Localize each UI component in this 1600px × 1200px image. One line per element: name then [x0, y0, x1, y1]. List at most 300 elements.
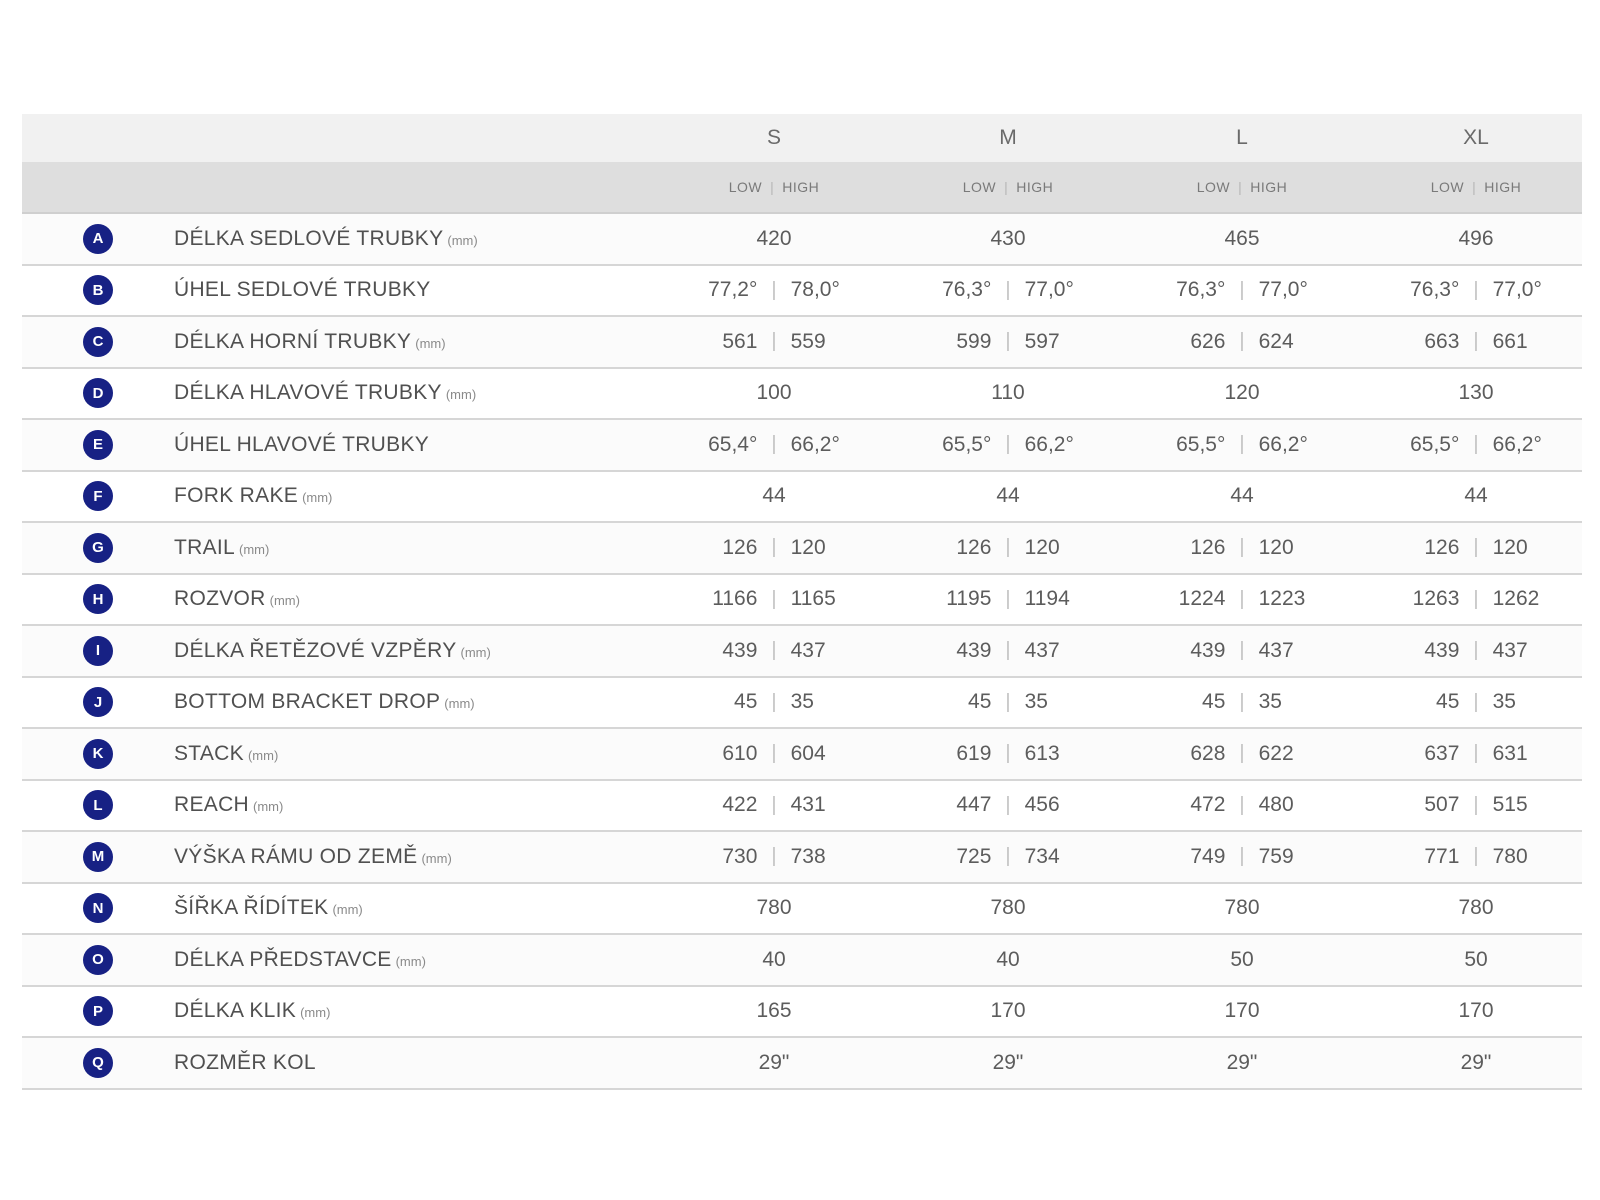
value-cell-l — [1125, 639, 1359, 663]
value-cell-l — [1125, 536, 1359, 560]
value-cell-s — [657, 639, 891, 663]
value-cell-xl — [1359, 793, 1593, 817]
table-row — [22, 266, 1582, 318]
value-cell-l — [1125, 690, 1359, 714]
value-separator: | — [1473, 587, 1479, 610]
low-value: 610 — [722, 741, 758, 765]
value-separator: | — [1239, 742, 1245, 765]
high-value: 35 — [1024, 690, 1048, 714]
value-cell-s — [657, 999, 891, 1023]
high-value: 559 — [790, 329, 826, 353]
unit-label: (mm) — [460, 644, 491, 660]
single-value: 496 — [1458, 226, 1494, 250]
letter-badge: K — [83, 739, 113, 769]
low-value: 126 — [1424, 535, 1460, 559]
value-separator: | — [1473, 793, 1479, 816]
high-value: 738 — [790, 844, 826, 868]
parameter-name: DÉLKA ŘETĚZOVÉ VZPĚRY — [174, 638, 457, 662]
value-cell-m — [891, 845, 1125, 869]
value-cell-s — [657, 381, 891, 405]
letter-cell — [22, 996, 174, 1026]
parameter-label — [174, 690, 657, 714]
letter-badge: N — [83, 893, 113, 923]
letter-cell — [22, 327, 174, 357]
value-cell-xl — [1359, 690, 1593, 714]
table-row — [22, 472, 1582, 524]
value-cell-s — [657, 587, 891, 611]
high-value: 437 — [790, 638, 826, 662]
value-cell-m — [891, 433, 1125, 457]
letter-badge: D — [83, 378, 113, 408]
value-separator: | — [771, 278, 777, 301]
single-value: 165 — [756, 999, 792, 1023]
parameter-label — [174, 433, 657, 457]
parameter-label — [174, 227, 657, 251]
low-value: 65,5° — [1176, 432, 1226, 456]
high-value: 66,2° — [1024, 432, 1074, 456]
value-cell-xl — [1359, 278, 1593, 302]
low-value: 126 — [956, 535, 992, 559]
parameter-label — [174, 278, 657, 302]
unit-label: (mm) — [253, 799, 284, 815]
unit-label: (mm) — [239, 541, 270, 557]
low-value: 76,3° — [1410, 278, 1460, 302]
value-separator: | — [1239, 690, 1245, 713]
value-cell-xl — [1359, 948, 1593, 972]
value-separator: | — [771, 433, 777, 456]
value-separator: | — [771, 587, 777, 610]
parameter-name: FORK RAKE — [174, 484, 299, 508]
single-value: 40 — [762, 947, 786, 971]
parameter-name: ŠÍŘKA ŘÍDÍTEK — [174, 896, 329, 920]
separator: | — [1004, 179, 1009, 195]
low-value: 730 — [722, 844, 758, 868]
unit-label: (mm) — [302, 490, 333, 506]
low-value: 628 — [1190, 741, 1226, 765]
value-separator: | — [1473, 742, 1479, 765]
low-high-label — [1125, 179, 1359, 195]
letter-cell — [22, 533, 174, 563]
high-value: 35 — [1258, 690, 1282, 714]
low-value: 439 — [722, 638, 758, 662]
value-cell-xl — [1359, 639, 1593, 663]
letter-cell — [22, 1048, 174, 1078]
value-cell-s — [657, 690, 891, 714]
letter-badge: G — [83, 533, 113, 563]
low-value: 126 — [722, 535, 758, 559]
low-value: 45 — [968, 690, 992, 714]
low-value: 626 — [1190, 329, 1226, 353]
parameter-name: ÚHEL SEDLOVÉ TRUBKY — [174, 278, 431, 302]
table-row — [22, 884, 1582, 936]
low-value: 45 — [734, 690, 758, 714]
value-separator: | — [1473, 845, 1479, 868]
low-value: 422 — [722, 793, 758, 817]
high-value: 77,0° — [1492, 278, 1542, 302]
parameter-label — [174, 896, 657, 920]
geometry-table — [22, 114, 1582, 1090]
parameter-name: DÉLKA KLIK — [174, 999, 297, 1023]
value-cell-xl — [1359, 1051, 1593, 1075]
letter-badge: P — [83, 996, 113, 1026]
unit-label: (mm) — [415, 335, 446, 351]
single-value: 465 — [1224, 226, 1260, 250]
value-cell-s — [657, 536, 891, 560]
value-separator: | — [1239, 536, 1245, 559]
unit-label: (mm) — [447, 232, 478, 248]
high-value: 66,2° — [1492, 432, 1542, 456]
high-value: 437 — [1258, 638, 1294, 662]
value-cell-l — [1125, 330, 1359, 354]
unit-label: (mm) — [247, 747, 279, 763]
high-value: 759 — [1258, 844, 1294, 868]
value-cell-xl — [1359, 845, 1593, 869]
value-cell-s — [657, 278, 891, 302]
parameter-name: STACK — [174, 741, 244, 765]
high-value: 515 — [1492, 793, 1528, 817]
high-label: HIGH — [1484, 179, 1522, 195]
value-separator: | — [1005, 330, 1011, 353]
parameter-name: ROZVOR — [174, 587, 266, 611]
parameter-label — [174, 1051, 657, 1075]
single-value: 29" — [1226, 1050, 1258, 1074]
high-value: 1194 — [1024, 587, 1070, 611]
low-value: 749 — [1190, 844, 1226, 868]
parameter-name: REACH — [174, 793, 250, 817]
value-separator: | — [1005, 690, 1011, 713]
value-cell-l — [1125, 999, 1359, 1023]
value-separator: | — [771, 742, 777, 765]
value-cell-m — [891, 690, 1125, 714]
value-separator: | — [1005, 587, 1011, 610]
value-cell-m — [891, 948, 1125, 972]
high-value: 631 — [1492, 741, 1528, 765]
high-value: 77,0° — [1024, 278, 1074, 302]
single-value: 100 — [756, 381, 792, 405]
letter-badge: A — [83, 224, 113, 254]
value-cell-l — [1125, 742, 1359, 766]
parameter-name: DÉLKA SEDLOVÉ TRUBKY — [174, 226, 444, 250]
letter-cell — [22, 790, 174, 820]
high-value: 456 — [1024, 793, 1060, 817]
low-value: 65,5° — [1410, 432, 1460, 456]
parameter-label — [174, 639, 657, 663]
single-value: 40 — [996, 947, 1020, 971]
low-value: 1195 — [946, 587, 992, 611]
size-header-s: S — [766, 126, 781, 149]
high-value: 1223 — [1258, 587, 1306, 611]
high-value: 480 — [1258, 793, 1294, 817]
value-separator: | — [771, 536, 777, 559]
letter-cell — [22, 430, 174, 460]
value-cell-l — [1125, 845, 1359, 869]
high-value: 120 — [1024, 535, 1060, 559]
single-value: 29" — [758, 1050, 790, 1074]
value-cell-xl — [1359, 433, 1593, 457]
value-cell-l — [1125, 1051, 1359, 1075]
separator: | — [1472, 179, 1477, 195]
value-cell-xl — [1359, 536, 1593, 560]
value-cell-s — [657, 845, 891, 869]
parameter-name: ÚHEL HLAVOVÉ TRUBKY — [174, 432, 430, 456]
value-cell-s — [657, 484, 891, 508]
low-value: 663 — [1424, 329, 1460, 353]
low-value: 637 — [1424, 741, 1460, 765]
letter-cell — [22, 481, 174, 511]
low-value: 1224 — [1178, 587, 1226, 611]
table-row — [22, 523, 1582, 575]
value-cell-xl — [1359, 896, 1593, 920]
low-value: 45 — [1202, 690, 1226, 714]
separator: | — [770, 179, 775, 195]
value-cell-m — [891, 536, 1125, 560]
value-separator: | — [1473, 536, 1479, 559]
value-cell-m — [891, 742, 1125, 766]
table-row — [22, 420, 1582, 472]
low-value: 439 — [956, 638, 992, 662]
value-cell-m — [891, 587, 1125, 611]
parameter-label — [174, 948, 657, 972]
low-value: 725 — [956, 844, 992, 868]
parameter-label — [174, 381, 657, 405]
high-value: 78,0° — [790, 278, 840, 302]
value-cell-s — [657, 227, 891, 251]
value-separator: | — [771, 639, 777, 662]
parameter-name: BOTTOM BRACKET DROP — [174, 690, 441, 714]
low-label: LOW — [962, 179, 997, 195]
high-value: 1262 — [1492, 587, 1540, 611]
letter-cell — [22, 275, 174, 305]
value-cell-xl — [1359, 742, 1593, 766]
letter-cell — [22, 893, 174, 923]
parameter-name: VÝŠKA RÁMU OD ZEMĚ — [174, 844, 418, 868]
high-value: 120 — [1258, 535, 1294, 559]
parameter-label — [174, 587, 657, 611]
value-cell-s — [657, 948, 891, 972]
high-label: HIGH — [782, 179, 820, 195]
value-separator: | — [771, 690, 777, 713]
low-high-header-row — [22, 162, 1582, 214]
size-header-xl: XL — [1463, 126, 1489, 149]
single-value: 44 — [762, 484, 786, 508]
unit-label: (mm) — [421, 850, 452, 866]
value-cell-s — [657, 330, 891, 354]
letter-cell — [22, 378, 174, 408]
letter-badge: F — [83, 481, 113, 511]
value-separator: | — [1005, 793, 1011, 816]
unit-label: (mm) — [395, 953, 426, 969]
value-separator: | — [1473, 278, 1479, 301]
single-value: 50 — [1230, 947, 1254, 971]
value-cell-xl — [1359, 330, 1593, 354]
high-value: 597 — [1024, 329, 1060, 353]
high-value: 35 — [790, 690, 814, 714]
letter-badge: O — [83, 945, 113, 975]
value-separator: | — [771, 845, 777, 868]
parameter-name: DÉLKA HLAVOVÉ TRUBKY — [174, 381, 442, 405]
high-value: 66,2° — [790, 432, 840, 456]
single-value: 50 — [1464, 947, 1488, 971]
high-value: 437 — [1492, 638, 1528, 662]
value-cell-m — [891, 278, 1125, 302]
low-value: 45 — [1436, 690, 1460, 714]
table-row — [22, 987, 1582, 1039]
high-value: 780 — [1492, 844, 1528, 868]
letter-cell — [22, 739, 174, 769]
size-header-m: M — [999, 126, 1017, 149]
value-separator: | — [1239, 433, 1245, 456]
high-value: 734 — [1024, 844, 1060, 868]
single-value: 170 — [990, 999, 1026, 1023]
unit-label: (mm) — [444, 696, 475, 712]
single-value: 780 — [1224, 896, 1260, 920]
value-cell-l — [1125, 587, 1359, 611]
low-value: 472 — [1190, 793, 1226, 817]
low-value: 126 — [1190, 535, 1226, 559]
high-value: 77,0° — [1258, 278, 1308, 302]
low-value: 439 — [1424, 638, 1460, 662]
value-separator: | — [1473, 690, 1479, 713]
parameter-name: ROZMĚR KOL — [174, 1050, 316, 1074]
single-value: 780 — [1458, 896, 1494, 920]
value-separator: | — [1473, 433, 1479, 456]
letter-badge: J — [83, 687, 113, 717]
value-cell-xl — [1359, 587, 1593, 611]
parameter-label — [174, 536, 657, 560]
value-cell-xl — [1359, 227, 1593, 251]
single-value: 780 — [756, 896, 792, 920]
parameter-label — [174, 845, 657, 869]
low-label: LOW — [1430, 179, 1465, 195]
high-label: HIGH — [1250, 179, 1288, 195]
low-label: LOW — [728, 179, 763, 195]
value-cell-m — [891, 330, 1125, 354]
low-high-label — [1359, 179, 1593, 195]
size-header-row — [22, 114, 1582, 162]
value-cell-s — [657, 793, 891, 817]
table-row — [22, 214, 1582, 266]
low-value: 76,3° — [1176, 278, 1226, 302]
single-value: 170 — [1224, 999, 1260, 1023]
value-separator: | — [771, 330, 777, 353]
value-cell-m — [891, 484, 1125, 508]
value-cell-s — [657, 742, 891, 766]
value-separator: | — [1239, 330, 1245, 353]
unit-label: (mm) — [300, 1005, 331, 1021]
low-value: 599 — [956, 329, 992, 353]
single-value: 120 — [1224, 381, 1260, 405]
high-value: 604 — [790, 741, 826, 765]
high-value: 120 — [1492, 535, 1528, 559]
value-cell-l — [1125, 381, 1359, 405]
low-value: 65,4° — [708, 432, 758, 456]
unit-label: (mm) — [445, 387, 477, 403]
value-separator: | — [1473, 330, 1479, 353]
value-cell-l — [1125, 433, 1359, 457]
parameter-name: DÉLKA HORNÍ TRUBKY — [174, 329, 412, 353]
letter-cell — [22, 842, 174, 872]
low-value: 1263 — [1412, 587, 1460, 611]
letter-badge: B — [83, 275, 113, 305]
value-cell-m — [891, 639, 1125, 663]
table-row — [22, 832, 1582, 884]
parameter-label — [174, 484, 657, 508]
parameter-name: DÉLKA PŘEDSTAVCE — [174, 947, 392, 971]
letter-badge: M — [83, 842, 113, 872]
single-value: 430 — [990, 226, 1026, 250]
value-separator: | — [1005, 536, 1011, 559]
high-value: 622 — [1258, 741, 1294, 765]
value-cell-l — [1125, 948, 1359, 972]
letter-badge: H — [83, 584, 113, 614]
table-row — [22, 678, 1582, 730]
table-row — [22, 1038, 1582, 1090]
high-value: 66,2° — [1258, 432, 1308, 456]
value-cell-m — [891, 381, 1125, 405]
high-value: 613 — [1024, 741, 1060, 765]
single-value: 44 — [996, 484, 1020, 508]
value-separator: | — [1005, 742, 1011, 765]
value-separator: | — [1005, 845, 1011, 868]
parameter-label — [174, 742, 657, 766]
single-value: 110 — [991, 381, 1025, 405]
value-cell-s — [657, 1051, 891, 1075]
letter-cell — [22, 687, 174, 717]
parameter-label — [174, 793, 657, 817]
high-label: HIGH — [1016, 179, 1054, 195]
high-value: 661 — [1492, 329, 1528, 353]
table-row — [22, 575, 1582, 627]
table-row — [22, 729, 1582, 781]
single-value: 420 — [756, 226, 792, 250]
size-header-l: L — [1236, 126, 1248, 149]
letter-badge: Q — [83, 1048, 113, 1078]
table-row — [22, 626, 1582, 678]
value-cell-l — [1125, 227, 1359, 251]
high-value: 35 — [1492, 690, 1516, 714]
value-cell-xl — [1359, 381, 1593, 405]
letter-cell — [22, 945, 174, 975]
low-value: 619 — [956, 741, 992, 765]
value-separator: | — [1239, 639, 1245, 662]
high-value: 437 — [1024, 638, 1060, 662]
table-row — [22, 317, 1582, 369]
single-value: 29" — [1460, 1050, 1492, 1074]
low-label: LOW — [1196, 179, 1231, 195]
value-cell-m — [891, 999, 1125, 1023]
high-value: 624 — [1258, 329, 1294, 353]
single-value: 29" — [992, 1050, 1024, 1074]
parameter-name: TRAIL — [174, 535, 236, 559]
low-high-label — [657, 179, 891, 195]
value-cell-m — [891, 1051, 1125, 1075]
value-cell-m — [891, 896, 1125, 920]
value-cell-l — [1125, 896, 1359, 920]
value-cell-xl — [1359, 484, 1593, 508]
value-cell-m — [891, 793, 1125, 817]
value-cell-l — [1125, 278, 1359, 302]
value-cell-m — [891, 227, 1125, 251]
single-value: 780 — [990, 896, 1026, 920]
letter-badge: L — [83, 790, 113, 820]
unit-label: (mm) — [269, 593, 300, 609]
value-separator: | — [1005, 639, 1011, 662]
value-separator: | — [1473, 639, 1479, 662]
low-high-label — [891, 179, 1125, 195]
value-separator: | — [1005, 433, 1011, 456]
table-row — [22, 369, 1582, 421]
low-value: 507 — [1424, 793, 1460, 817]
